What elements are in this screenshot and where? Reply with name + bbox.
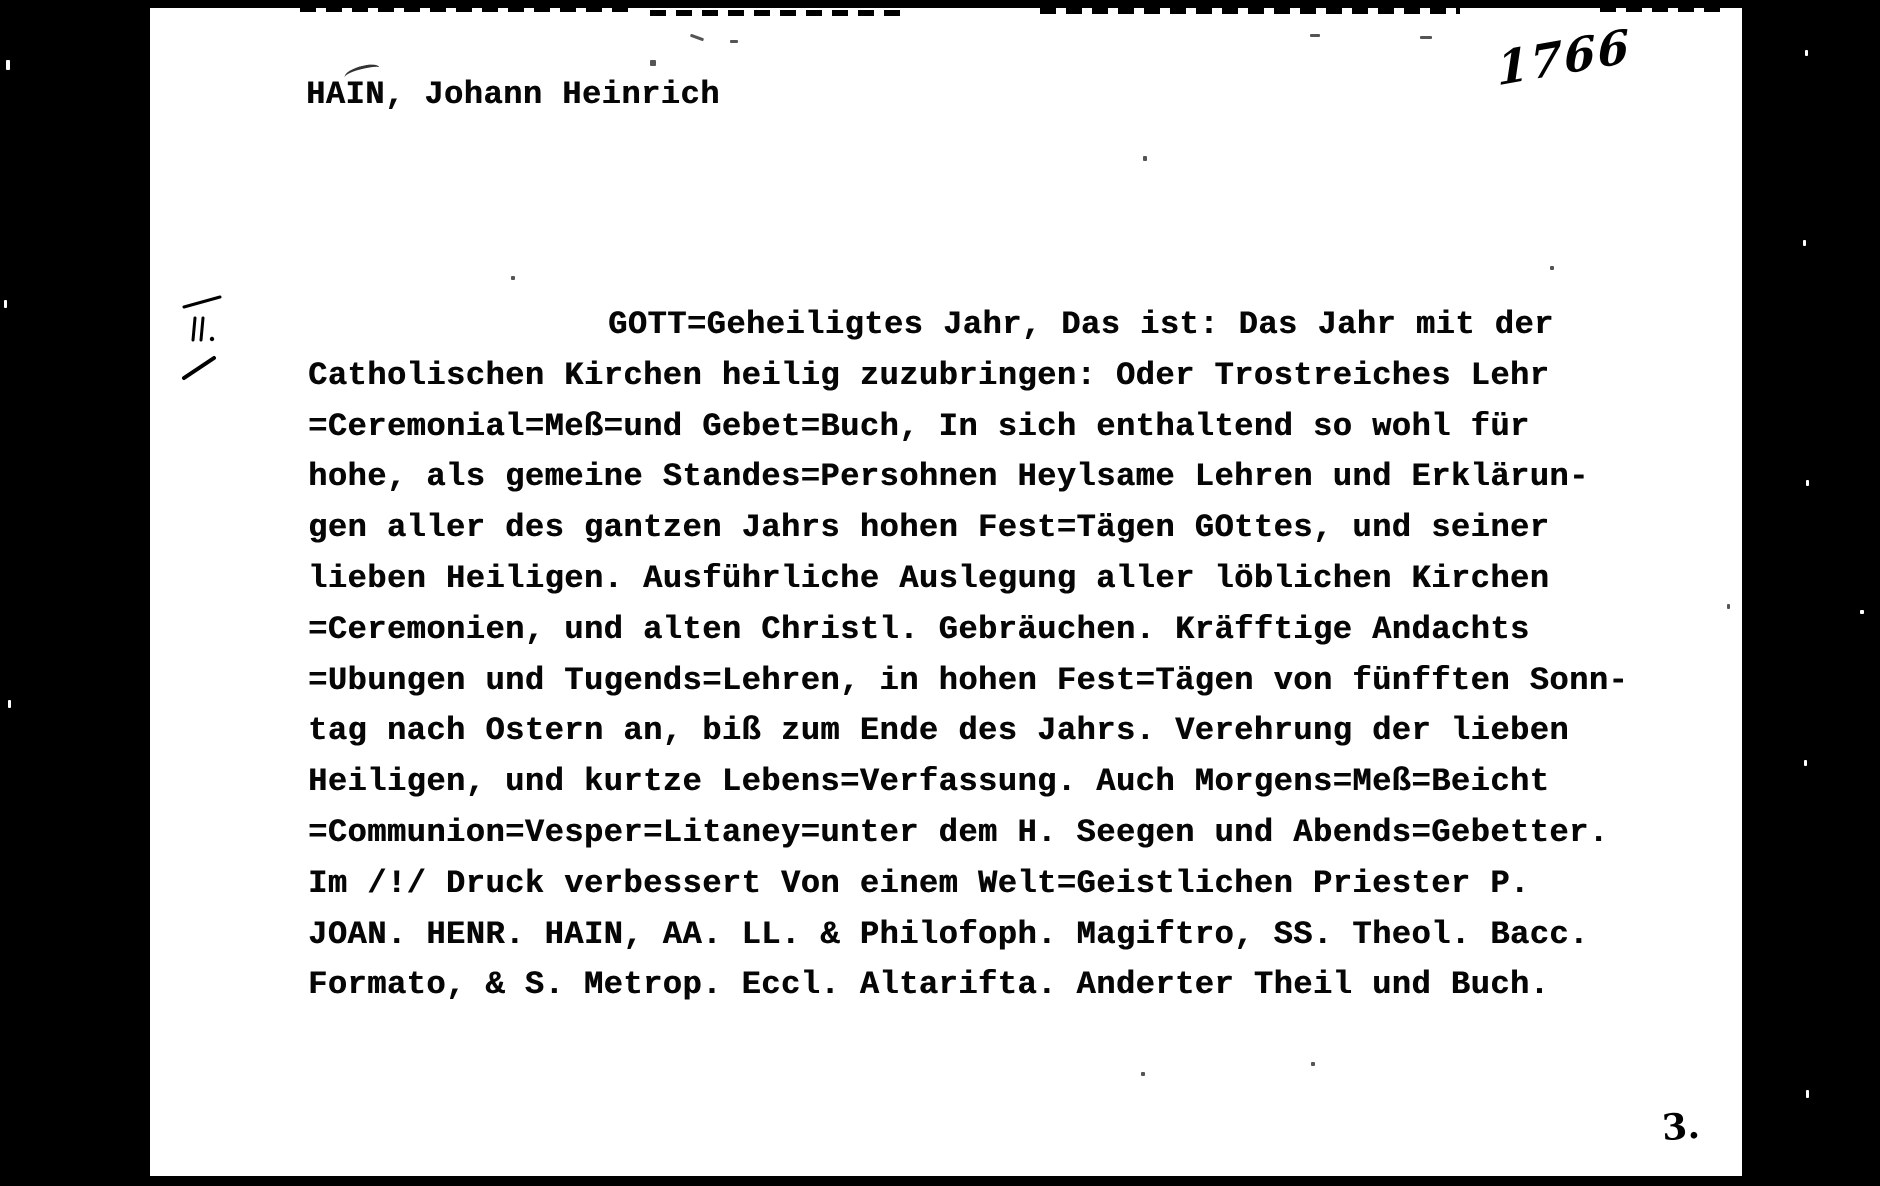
pencil-mark <box>1310 34 1320 37</box>
page-number: 3. <box>1660 1104 1702 1150</box>
body-paragraph <box>308 300 1708 1011</box>
body-line: lieben Heiligen. Ausführliche Auslegung aller löblichen Kirchen <box>308 559 1550 597</box>
scan-speck <box>511 276 515 280</box>
body-line: GOTT=Geheiligtes Jahr, Das ist: Das Jahr mit der <box>608 306 1554 343</box>
body-line: Formato, & S. Metrop. Eccl. Altarifta. Anderter Theil und Buch. <box>308 966 1550 1004</box>
scan-speck <box>8 700 11 708</box>
pencil-mark <box>650 60 656 66</box>
scan-speck <box>1550 266 1554 270</box>
scan-speck <box>4 300 7 308</box>
body-line: Catholischen Kirchen heilig zuzubringen: Oder Trostreiches Lehr <box>308 356 1550 394</box>
scan-speck <box>1804 760 1807 766</box>
scan-edge-noise <box>650 10 910 16</box>
body-line: =Ceremonial=Meß=und Gebet=Buch, In sich enthaltend so wohl für <box>308 407 1530 445</box>
scan-speck <box>1805 50 1808 56</box>
body-line: =Communion=Vesper=Litaney=unter dem H. Seegen und Abends=Gebetter. <box>308 813 1609 851</box>
body-line: tag nach Ostern an, biß zum Ende des Jahrs. Verehrung der lieben <box>308 712 1569 750</box>
scan-speck <box>1141 1072 1145 1076</box>
body-line: Im /!/ Druck verbessert Von einem Welt=Geistlichen Priester P. <box>308 864 1530 902</box>
scan-edge-noise <box>1040 8 1460 14</box>
scan-speck <box>1143 156 1147 161</box>
body-line: Heiligen, und kurtze Lebens=Verfassung. Auch Morgens=Meß=Beicht <box>308 763 1550 801</box>
margin-annotation-mark <box>180 292 226 384</box>
scan-speck <box>1806 480 1809 486</box>
body-line: gen aller des gantzen Jahrs hohen Fest=Tägen GOttes, und seiner <box>308 509 1550 547</box>
scan-speck <box>1803 240 1806 246</box>
body-line: JOAN. HENR. HAIN, AA. LL. & Philofoph. Magiftro, SS. Theol. Bacc. <box>308 915 1589 953</box>
body-line: =Ceremonien, und alten Christl. Gebräuchen. Kräfftige Andachts <box>308 610 1530 648</box>
scan-speck <box>1311 1062 1315 1066</box>
scan-speck <box>1860 610 1864 614</box>
body-line: =Ubungen und Tugends=Lehren, in hohen Fest=Tägen von fünfften Sonn- <box>308 661 1629 699</box>
scan-edge-noise <box>1600 6 1720 12</box>
scan-edge-noise <box>300 6 630 12</box>
scan-speck <box>6 60 10 70</box>
document-heading: HAIN, Johann Heinrich <box>306 76 720 113</box>
pencil-mark <box>1420 36 1432 39</box>
scan-speck <box>1806 1090 1809 1098</box>
pencil-mark <box>730 40 738 43</box>
handwritten-year: 1766 <box>1496 18 1632 97</box>
scan-speck <box>1727 604 1730 609</box>
body-line: hohe, als gemeine Standes=Persohnen Heylsame Lehren und Erklärun- <box>308 458 1589 496</box>
